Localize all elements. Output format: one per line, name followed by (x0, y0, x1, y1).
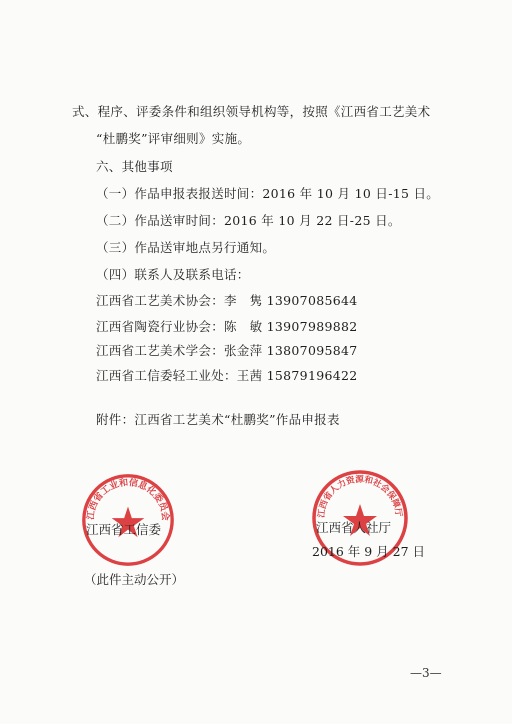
seal-left-text: 江西省工业和信息化委员会 (86, 478, 170, 522)
page-number: —3— (410, 666, 442, 680)
item-4: （四）联系人及联系电话： (96, 267, 250, 282)
contact-line: 江西省工艺美术协会：李 隽 13907085644 (96, 293, 358, 308)
paragraph-line-2: “杜鹏奖”评审细则》实施。 (96, 131, 251, 146)
signature-date: 2016 年 9 月 27 日 (312, 544, 426, 559)
attachment-line: 附件：江西省工艺美术“杜鹏奖”作品申报表 (96, 412, 340, 427)
signature-right: 江西省人社厅 (316, 520, 392, 535)
contact-line: 江西省工信委轻工业处：王茜 15879196422 (96, 368, 358, 383)
contact-line: 江西省工艺美术学会：张金萍 13807095847 (96, 343, 358, 358)
paragraph-line-1: 式、程序、评委条件和组织领导机构等，按照《江西省工艺美术 (72, 104, 431, 119)
seal-right-text: 江西省人力资源和社会保障厅 (316, 474, 404, 519)
item-2: （二）作品送审时间：2016 年 10 月 22 日-25 日。 (96, 213, 401, 228)
signature-left: 江西省工信委 (86, 522, 162, 537)
item-3: （三）作品送审地点另行通知。 (96, 240, 276, 255)
section-title: 六、其他事项 (96, 159, 173, 174)
item-1: （一）作品申报表报送时间：2016 年 10 月 10 日-15 日。 (96, 186, 440, 201)
contact-line: 江西省陶瓷行业协会：陈 敏 13907989882 (96, 319, 358, 334)
public-note: （此件主动公开） (84, 572, 185, 587)
